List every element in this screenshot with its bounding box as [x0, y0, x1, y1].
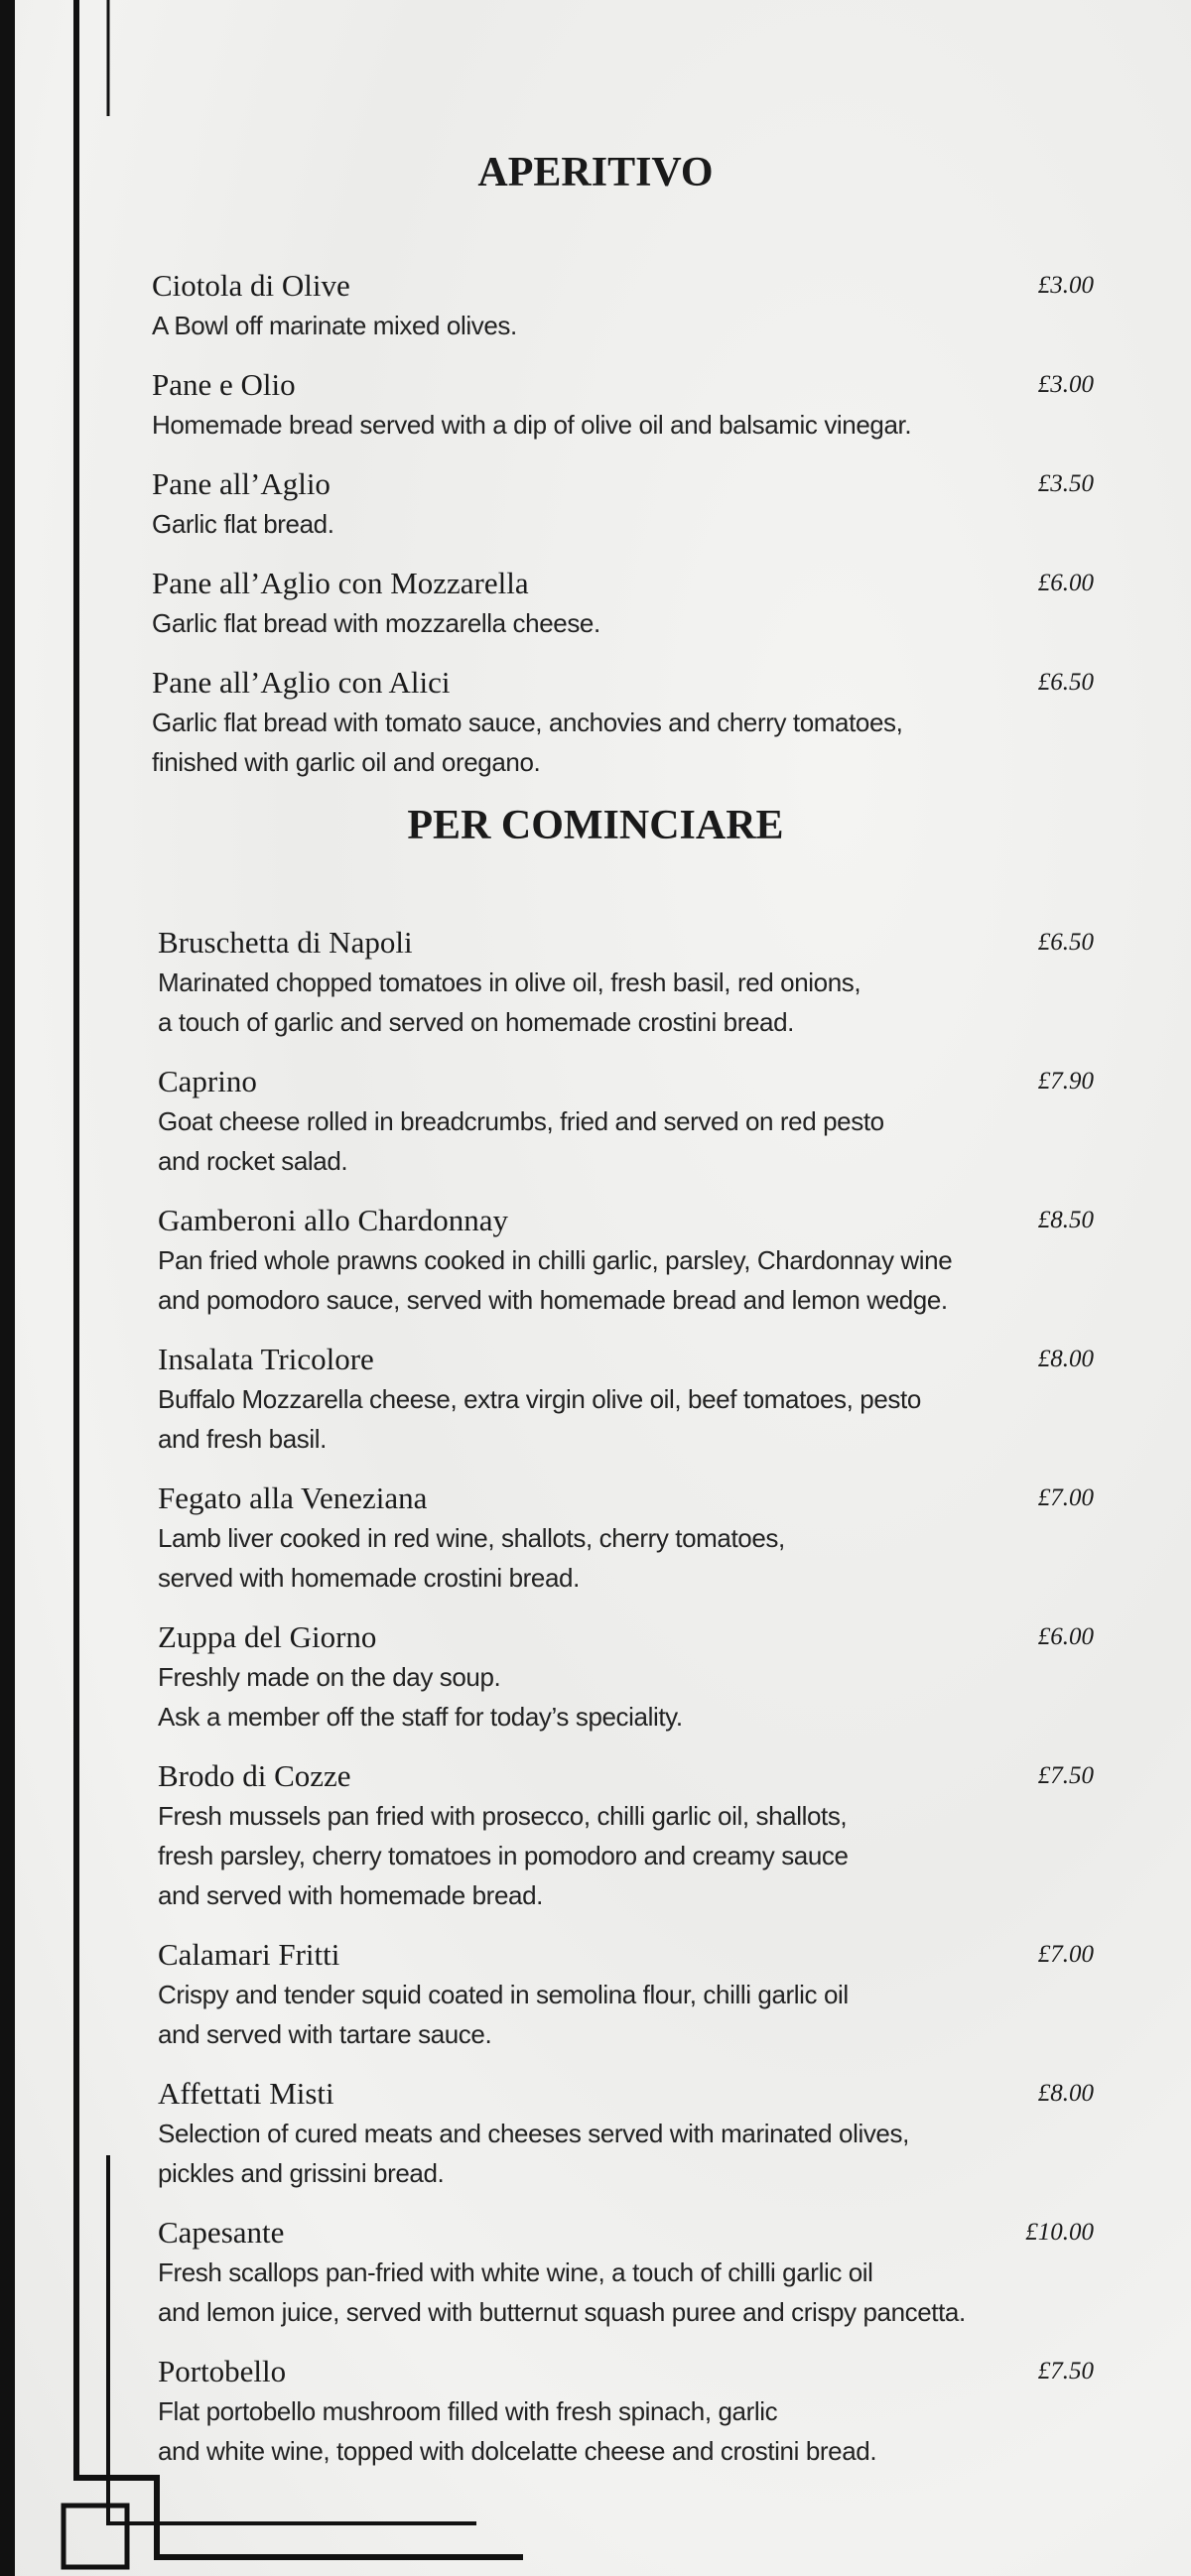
menu-item — [152, 365, 1191, 445]
menu-item — [158, 1479, 1191, 1598]
item-name: Ciotola di Olive — [152, 268, 350, 303]
section-title: PER COMINCIARE — [407, 803, 784, 848]
item-name: Capesante — [158, 2215, 285, 2250]
menu-item — [158, 1340, 1191, 1459]
item-description: served with homemade crostini bread. — [158, 1563, 580, 1593]
menu-item — [158, 2074, 1191, 2193]
item-description: Lamb liver cooked in red wine, shallots, cherry tomatoes, — [158, 1523, 785, 1553]
item-price: £7.50 — [1037, 2358, 1094, 2384]
item-price: £8.00 — [1037, 2080, 1094, 2107]
section-title: APERITIVO — [477, 150, 714, 195]
item-description: Freshly made on the day soup. — [158, 1662, 501, 1692]
item-description: Garlic flat bread with mozzarella cheese. — [152, 608, 600, 638]
item-price: £8.50 — [1037, 1207, 1094, 1233]
item-description: Garlic flat bread. — [152, 509, 334, 539]
item-description: Ask a member off the staff for today’s speciality. — [158, 1702, 683, 1732]
item-name: Zuppa del Giorno — [158, 1619, 377, 1654]
menu-item — [152, 564, 1191, 643]
item-description: Selection of cured meats and cheeses served with marinated olives, — [158, 2119, 909, 2148]
item-description: Flat portobello mushroom filled with fresh spinach, garlic — [158, 2396, 778, 2426]
item-name: Fegato alla Veneziana — [158, 1481, 428, 1515]
item-name: Calamari Fritti — [158, 1937, 340, 1972]
item-price: £8.00 — [1037, 1346, 1094, 1372]
item-name: Gamberoni allo Chardonnay — [158, 1203, 508, 1237]
item-name: Pane all’Aglio — [152, 466, 331, 501]
menu-item — [158, 1201, 1191, 1320]
menu-item — [152, 266, 1191, 345]
section-per-cominciare — [0, 796, 1191, 2491]
item-description: Garlic flat bread with tomato sauce, anchovies and cherry tomatoes, — [152, 708, 903, 737]
item-price: £3.50 — [1037, 470, 1094, 497]
item-description: Goat cheese rolled in breadcrumbs, fried and served on red pesto — [158, 1106, 884, 1136]
item-description: and white wine, topped with dolcelatte cheese and crostini bread. — [158, 2436, 877, 2466]
menu-item — [152, 663, 1191, 782]
item-description: Homemade bread served with a dip of olive oil and balsamic vinegar. — [152, 410, 912, 440]
item-price: £7.00 — [1037, 1484, 1094, 1511]
item-description: and rocket salad. — [158, 1146, 348, 1176]
item-price: £7.00 — [1037, 1941, 1094, 1968]
item-price: £6.50 — [1037, 669, 1094, 696]
item-description: and served with tartare sauce. — [158, 2019, 492, 2049]
menu-item — [152, 464, 1191, 544]
item-name: Caprino — [158, 1064, 257, 1098]
item-name: Pane all’Aglio con Alici — [152, 665, 451, 700]
item-price: £3.00 — [1037, 272, 1094, 299]
menu-item — [158, 1935, 1191, 2054]
item-description: Pan fried whole prawns cooked in chilli garlic, parsley, Chardonnay wine — [158, 1245, 953, 1275]
section-aperitivo — [0, 143, 1191, 802]
item-price: £10.00 — [1025, 2219, 1094, 2246]
item-description: Marinated chopped tomatoes in olive oil, fresh basil, red onions, — [158, 967, 861, 997]
item-name: Insalata Tricolore — [158, 1342, 374, 1376]
corner-square — [64, 2506, 127, 2567]
item-price: £3.00 — [1037, 371, 1094, 398]
item-description: and pomodoro sauce, served with homemade bread and lemon wedge. — [158, 1285, 948, 1315]
menu-item — [158, 923, 1191, 1042]
item-description: pickles and grissini bread. — [158, 2158, 445, 2188]
menu-item — [158, 1756, 1191, 1915]
item-price: £7.50 — [1037, 1762, 1094, 1789]
menu-item — [158, 1617, 1191, 1737]
item-price: £7.90 — [1037, 1068, 1094, 1095]
item-description: a touch of garlic and served on homemade crostini bread. — [158, 1007, 794, 1037]
item-name: Affettati Misti — [158, 2076, 334, 2111]
item-description: fresh parsley, cherry tomatoes in pomodoro and creamy sauce — [158, 1841, 849, 1870]
item-description: A Bowl off marinate mixed olives. — [152, 311, 517, 340]
item-description: and served with homemade bread. — [158, 1880, 543, 1910]
menu-item — [158, 1062, 1191, 1181]
item-price: £6.00 — [1037, 1623, 1094, 1650]
item-name: Bruschetta di Napoli — [158, 925, 413, 960]
menu-item — [158, 2213, 1191, 2332]
item-description: Crispy and tender squid coated in semolina flour, chilli garlic oil — [158, 1980, 849, 2009]
item-description: Fresh scallops pan-fried with white wine, a touch of chilli garlic oil — [158, 2257, 873, 2287]
menu-item — [158, 2352, 1191, 2471]
item-description: and lemon juice, served with butternut squash puree and crispy pancetta. — [158, 2297, 966, 2327]
item-name: Pane all’Aglio con Mozzarella — [152, 566, 529, 600]
item-name: Brodo di Cozze — [158, 1758, 351, 1793]
item-description: and fresh basil. — [158, 1424, 327, 1454]
item-price: £6.00 — [1037, 570, 1094, 596]
item-description: Fresh mussels pan fried with prosecco, chilli garlic oil, shallots, — [158, 1801, 848, 1831]
item-price: £6.50 — [1037, 929, 1094, 956]
item-name: Pane e Olio — [152, 367, 296, 402]
item-description: finished with garlic oil and oregano. — [152, 747, 541, 777]
item-name: Portobello — [158, 2354, 287, 2388]
item-description: Buffalo Mozzarella cheese, extra virgin olive oil, beef tomatoes, pesto — [158, 1384, 921, 1414]
